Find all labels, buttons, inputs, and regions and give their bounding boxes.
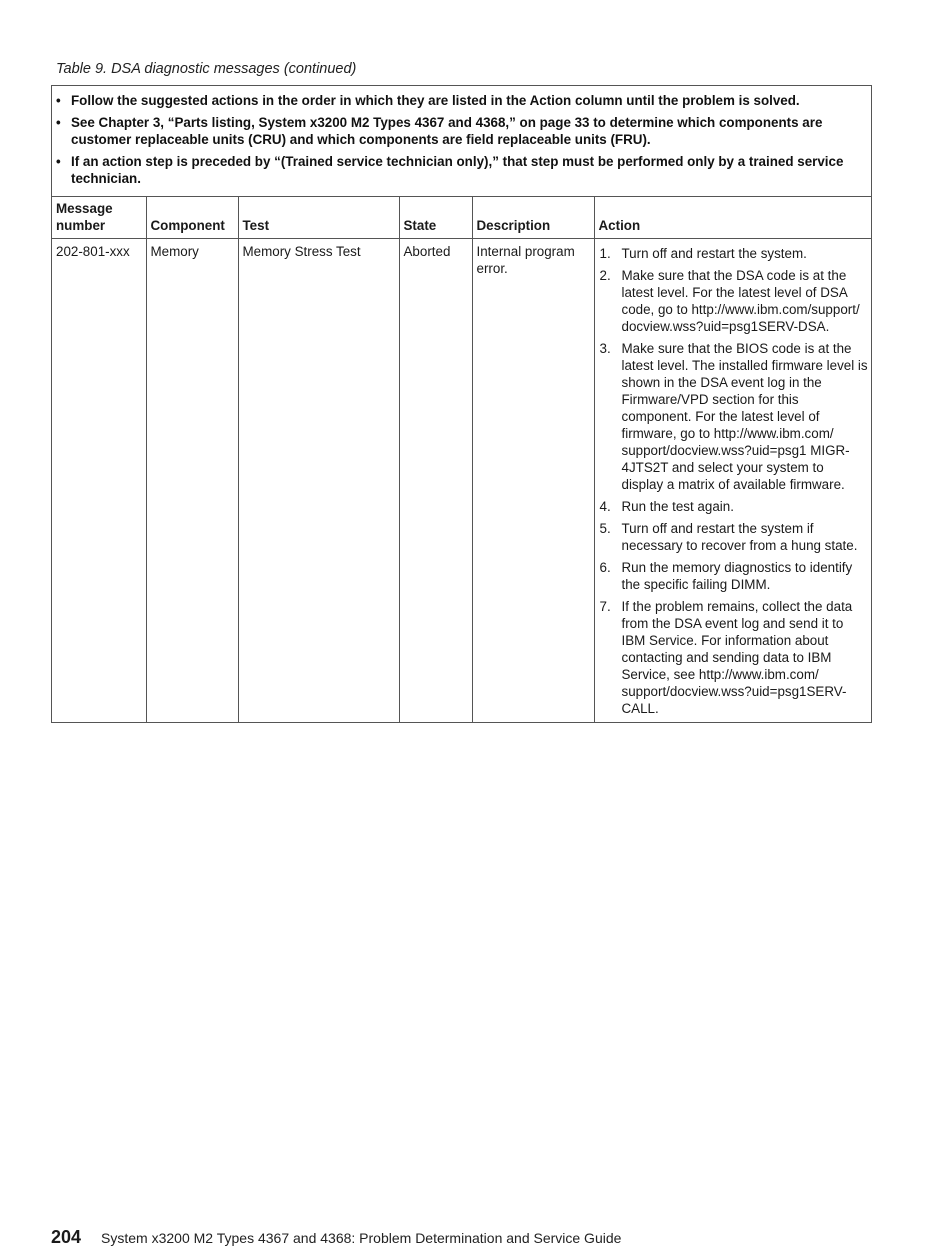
bullet-icon: • <box>56 115 61 130</box>
step-number: 1. <box>599 246 611 261</box>
action-step <box>599 520 870 554</box>
action-step <box>599 559 870 593</box>
action-list <box>599 245 870 717</box>
step-text: Run the test again. <box>621 499 734 514</box>
step-number: 4. <box>599 499 611 514</box>
table-row <box>52 239 871 723</box>
cell-component: Memory <box>146 239 238 723</box>
step-number: 6. <box>599 560 611 575</box>
header-component: Component <box>146 197 238 239</box>
step-text: Make sure that the BIOS code is at the latest level. The installed firmware level is shown in the DSA event log in the Firmware/VPD section for this component. For the latest level of firmware, go to http://www.ibm.com/ support/docview.wss?uid=psg1 MIGR-4JTS2T and select your system to display a matrix of available firmware. <box>621 341 868 492</box>
table-notes <box>52 86 871 196</box>
step-text: Turn off and restart the system if necessary to recover from a hung state. <box>621 521 858 553</box>
note-text: If an action step is preceded by “(Trained service technician only),” that step must be performed only by a trained service technician. <box>71 154 844 186</box>
step-text: Run the memory diagnostics to identify the specific failing DIMM. <box>621 560 853 592</box>
cell-action <box>594 239 871 723</box>
step-number: 5. <box>599 521 611 536</box>
table-header-row <box>52 197 871 239</box>
step-number: 3. <box>599 341 611 356</box>
step-text: Turn off and restart the system. <box>621 246 807 261</box>
cell-description: Internal program error. <box>472 239 594 723</box>
diagnostic-messages-table <box>52 196 871 722</box>
cell-message-number: 202-801-xxx <box>52 239 146 723</box>
cell-test: Memory Stress Test <box>238 239 399 723</box>
note-item <box>56 114 859 148</box>
note-text: See Chapter 3, “Parts listing, System x3200 M2 Types 4367 and 4368,” on page 33 to determine which components are customer replaceable units (CRU) and which components are field replaceable units (FRU). <box>71 115 823 147</box>
page-footer <box>51 1227 621 1248</box>
action-step <box>599 267 870 335</box>
diagnostic-table-container <box>51 85 872 723</box>
header-message-number: Message number <box>52 197 146 239</box>
action-step <box>599 340 870 493</box>
header-test: Test <box>238 197 399 239</box>
bullet-icon: • <box>56 154 61 169</box>
note-item <box>56 92 859 109</box>
action-step <box>599 598 870 717</box>
action-step <box>599 498 870 515</box>
table-caption: Table 9. DSA diagnostic messages (continued) <box>56 61 357 77</box>
header-state: State <box>399 197 472 239</box>
step-text: Make sure that the DSA code is at the latest level. For the latest level of DSA code, go to http://www.ibm.com/support/ docview.wss?uid=psg1SERV-DSA. <box>621 268 860 334</box>
cell-state: Aborted <box>399 239 472 723</box>
bullet-icon: • <box>56 93 61 108</box>
note-item <box>56 153 859 187</box>
action-step <box>599 245 870 262</box>
page-number: 204 <box>51 1227 82 1247</box>
footer-title: System x3200 M2 Types 4367 and 4368: Problem Determination and Service Guide <box>101 1230 622 1246</box>
step-text: If the problem remains, collect the data from the DSA event log and send it to IBM Service. For information about contacting and sending data to IBM Service, see http://www.ibm.com/ support/docview.wss?uid=psg1SERV- CALL. <box>621 599 853 716</box>
header-action: Action <box>594 197 871 239</box>
step-number: 2. <box>599 268 611 283</box>
note-text: Follow the suggested actions in the order in which they are listed in the Action column until the problem is solved. <box>71 93 800 108</box>
step-number: 7. <box>599 599 611 614</box>
header-description: Description <box>472 197 594 239</box>
